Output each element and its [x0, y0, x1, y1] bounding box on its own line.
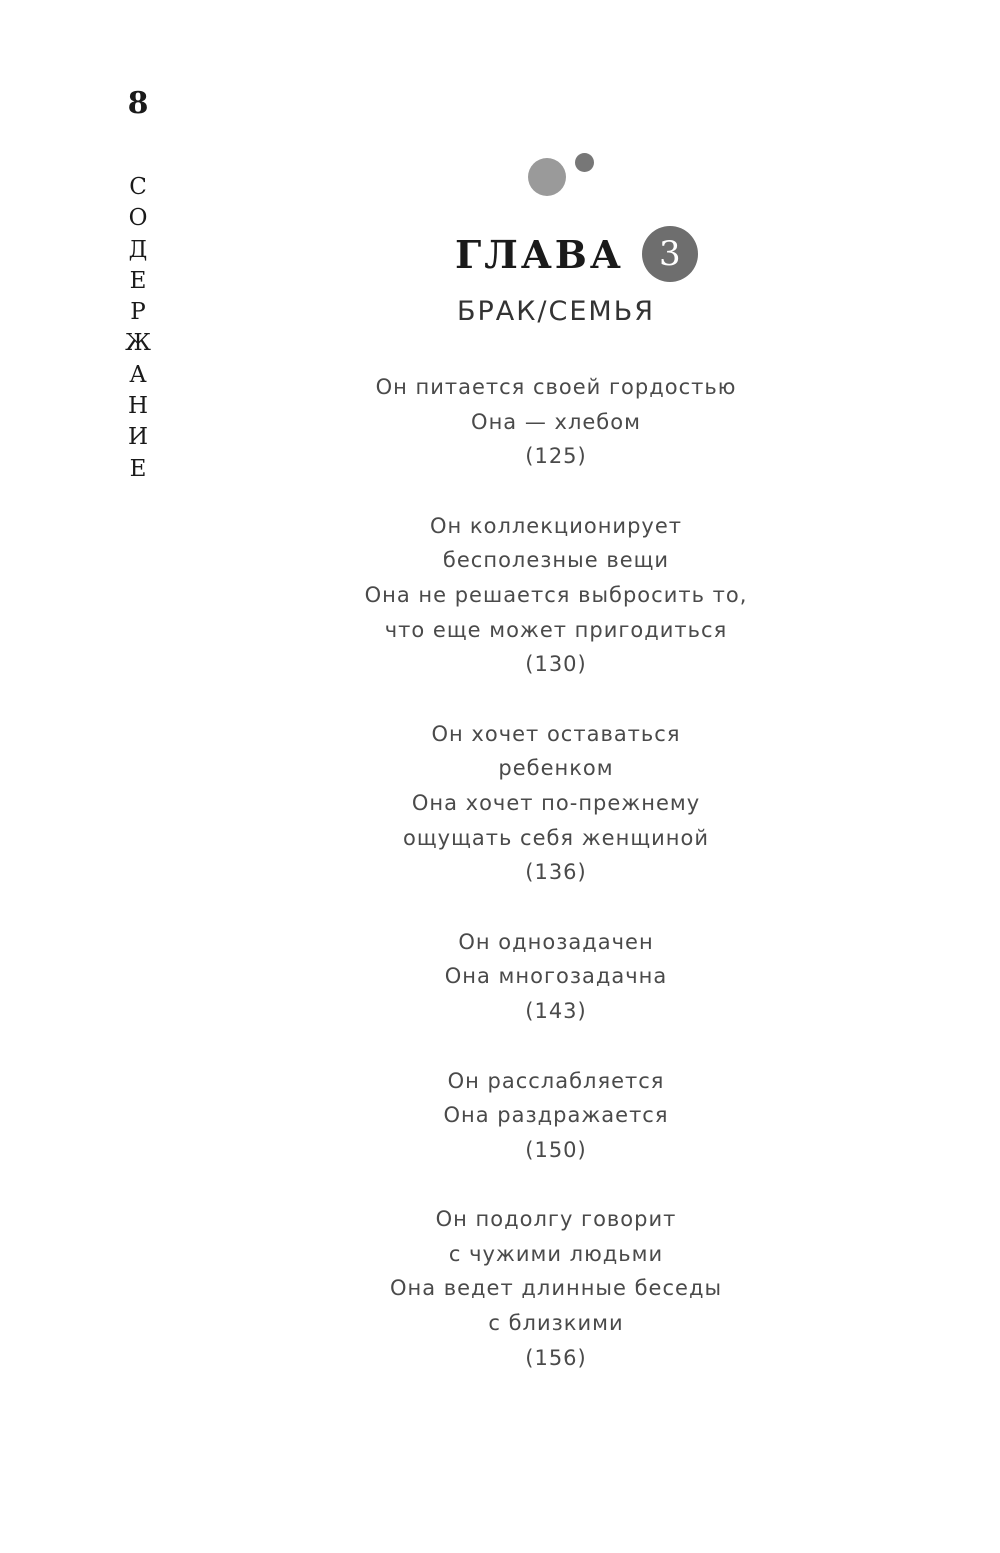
toc-entry — [330, 1064, 782, 1168]
toc-entry — [330, 717, 782, 890]
side-letter: О — [128, 205, 148, 232]
side-letter: И — [127, 424, 149, 451]
side-label-contents — [124, 172, 152, 485]
entry-line: бесполезные вещи — [442, 548, 670, 573]
toc-entry — [330, 370, 782, 474]
side-letter: Е — [129, 455, 147, 482]
side-letter: Р — [130, 299, 146, 326]
entry-line: Он подолгу говорит — [435, 1207, 677, 1232]
small-dot-icon — [575, 153, 594, 172]
side-letter: Д — [128, 236, 148, 263]
entry-line: ребенком — [498, 756, 614, 781]
side-letter: Е — [129, 267, 147, 294]
entry-line: ощущать себя женщиной — [403, 825, 709, 850]
chapter-number-badge: 3 — [642, 226, 698, 282]
table-of-contents — [330, 370, 782, 1410]
side-letter: С — [129, 174, 147, 200]
toc-entry — [330, 1202, 782, 1375]
chapter-word: ГЛАВА — [455, 231, 624, 277]
entry-line: с близкими — [488, 1311, 624, 1336]
chapter-subtitle: БРАК/СЕМЬЯ — [456, 296, 656, 327]
entry-line: Она хочет по-прежнему — [411, 790, 701, 815]
entry-line: Он коллекционирует — [430, 513, 682, 538]
large-dot-icon — [528, 158, 566, 196]
entry-line: Он расслабляется — [447, 1068, 665, 1093]
entry-page-number: (130) — [525, 652, 587, 677]
entry-line: Она не решается выбросить то, — [364, 582, 748, 607]
entry-line: Он питается своей гордостью — [375, 375, 737, 399]
entry-page-number: (125) — [525, 444, 587, 469]
entry-line: Она ведет длинные беседы — [389, 1276, 723, 1301]
entry-line: Он хочет оставаться — [431, 721, 681, 746]
entry-page-number: (143) — [525, 998, 587, 1023]
entry-line: что еще может пригодиться — [384, 617, 728, 642]
entry-line: Она многозадачна — [444, 964, 668, 989]
side-letter: А — [129, 361, 147, 388]
toc-entry — [330, 925, 782, 1029]
page-number: 8 — [127, 86, 149, 121]
entry-line: с чужими людьми — [448, 1241, 664, 1266]
entry-line: Она — хлебом — [471, 409, 641, 434]
entry-page-number: (156) — [525, 1345, 587, 1370]
entry-page-number: (150) — [525, 1137, 587, 1162]
chapter-header — [455, 224, 698, 284]
toc-entry — [330, 509, 782, 682]
decorative-dots — [526, 152, 606, 202]
entry-line: Она раздражается — [443, 1103, 669, 1128]
entry-page-number: (136) — [525, 860, 587, 885]
side-letter: Ж — [125, 330, 151, 357]
entry-line: Он однозадачен — [458, 929, 654, 954]
side-letter: Н — [127, 393, 149, 420]
